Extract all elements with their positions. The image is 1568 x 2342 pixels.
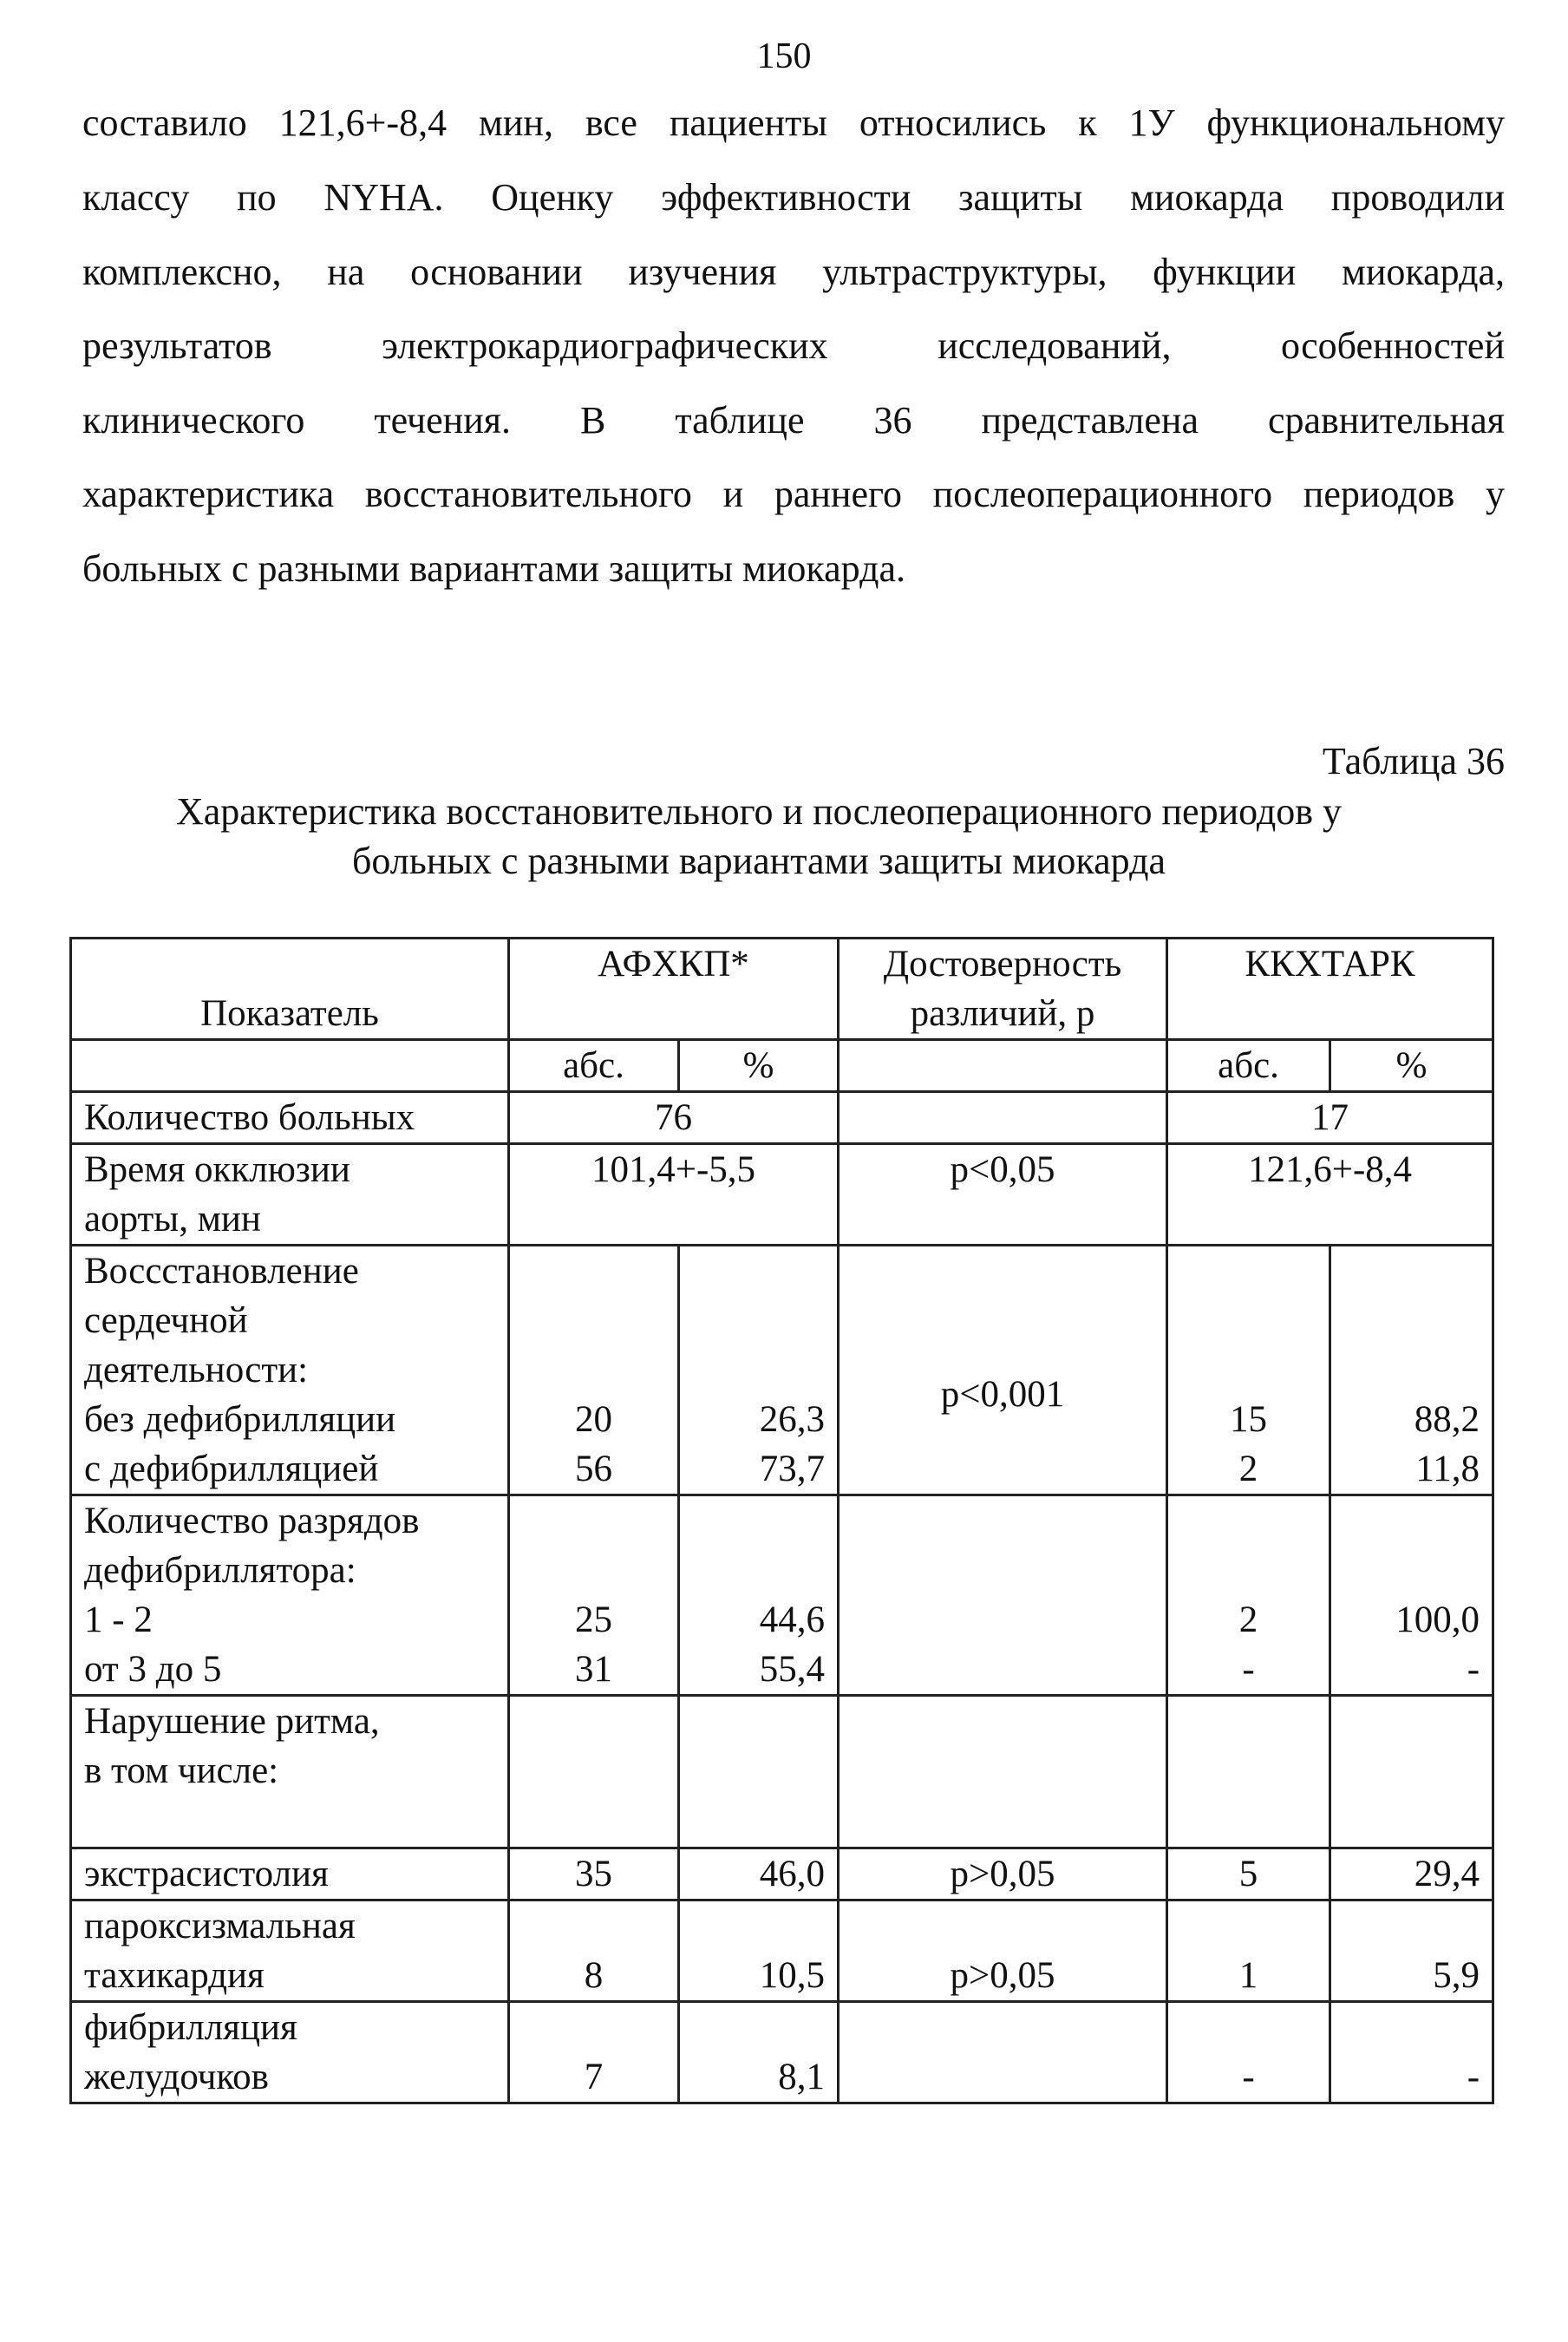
cell-group2-abs: 15 2	[1167, 1246, 1330, 1495]
table-row-patients	[71, 1092, 1493, 1144]
header-group2: ККХТАРК	[1167, 939, 1493, 1040]
table-header-row	[71, 939, 1493, 1040]
paragraph-line: больных с разными вариантами защиты миокарда.	[82, 547, 906, 590]
table-title-line: Характеристика восстановительного и послеоперационного периодов у	[175, 790, 1343, 833]
paragraph-line: характеристика восстановительного и раннего послеоперационного периодов у	[82, 473, 1505, 515]
table-cell-empty	[509, 1696, 679, 1848]
cell-group2-abs: 2 -	[1167, 1495, 1330, 1696]
cell-group2-pct: 5,9	[1330, 1900, 1493, 2002]
row-label: Количество больных	[71, 1092, 509, 1144]
cell-group1-abs: 7	[509, 2002, 679, 2103]
subheader-abs: абс.	[509, 1040, 679, 1092]
paragraph-line: результатов электрокардиографических исследований, особенностей	[82, 324, 1505, 367]
cell-group2: 17	[1167, 1092, 1493, 1144]
cell-group2-abs: 1	[1167, 1900, 1330, 2002]
row-label: экстрасистолия	[71, 1848, 509, 1900]
cell-group2-pct: -	[1330, 2002, 1493, 2103]
cell-significance	[839, 2002, 1167, 2103]
cell-significance	[839, 1495, 1167, 1696]
table-subheader-row	[71, 1040, 1493, 1092]
cell-group1-abs: 20 56	[509, 1246, 679, 1495]
header-group1: АФХКП*	[509, 939, 839, 1040]
cell-group2-abs: 5	[1167, 1848, 1330, 1900]
table-row-restoration	[71, 1246, 1493, 1495]
row-label: Количество разрядов дефибриллятора: 1 - 2 от 3 до 5	[71, 1495, 509, 1696]
table-number: Таблица 36	[1322, 740, 1505, 782]
table-cell-empty	[839, 1040, 1167, 1092]
cell-group1-pct: 26,3 73,7	[679, 1246, 839, 1495]
cell-group1-abs: 8	[509, 1900, 679, 2002]
subheader-pct: %	[679, 1040, 839, 1092]
paragraph-line: составило 121,6+-8,4 мин, все пациенты относились к 1У функциональному	[82, 101, 1505, 144]
table-row-fibrillation	[71, 2002, 1493, 2103]
row-label: Нарушение ритма, в том числе:	[71, 1696, 509, 1848]
cell-group2-abs: -	[1167, 2002, 1330, 2103]
data-table	[69, 937, 1494, 2104]
table-title-line: больных с разными вариантами защиты миокарда	[351, 840, 1166, 882]
cell-group1-pct: 10,5	[679, 1900, 839, 2002]
row-label: Воссстановление сердечной деятельности: без дефибрилляции с дефибрилляцией	[71, 1246, 509, 1495]
table-cell-empty	[679, 1696, 839, 1848]
paragraph-line: классу по NYHA. Оценку эффективности защиты миокарда проводили	[82, 176, 1505, 219]
table-cell-empty	[1330, 1696, 1493, 1848]
cell-group1: 76	[509, 1092, 839, 1144]
cell-group1-pct: 8,1	[679, 2002, 839, 2103]
table-cell-empty	[71, 1040, 509, 1092]
cell-group2-pct: 88,2 11,8	[1330, 1246, 1493, 1495]
table-row-extrasystole	[71, 1848, 1493, 1900]
table-cell-empty	[839, 1696, 1167, 1848]
table-row-rhythm	[71, 1696, 1493, 1848]
cell-group2: 121,6+-8,4	[1167, 1144, 1493, 1246]
cell-group1-abs: 35	[509, 1848, 679, 1900]
header-indicator: Показатель	[71, 939, 509, 1040]
cell-significance: р>0,05	[839, 1900, 1167, 2002]
header-significance: Достоверность различий, р	[839, 939, 1167, 1040]
subheader-pct: %	[1330, 1040, 1493, 1092]
cell-group2-pct: 100,0 -	[1330, 1495, 1493, 1696]
table-row-discharges	[71, 1495, 1493, 1696]
cell-significance: р>0,05	[839, 1848, 1167, 1900]
table-row-tachycardia	[71, 1900, 1493, 2002]
subheader-abs: абс.	[1167, 1040, 1330, 1092]
row-label: пароксизмальная тахикардия	[71, 1900, 509, 2002]
cell-significance: р<0,001	[839, 1246, 1167, 1495]
cell-group1-pct: 46,0	[679, 1848, 839, 1900]
cell-significance: р<0,05	[839, 1144, 1167, 1246]
row-label: Время окклюзии аорты, мин	[71, 1144, 509, 1246]
page-number: 150	[756, 36, 812, 76]
table-row-occlusion	[71, 1144, 1493, 1246]
cell-significance	[839, 1092, 1167, 1144]
cell-group1: 101,4+-5,5	[509, 1144, 839, 1246]
paragraph-line: комплексно, на основании изучения ультраструктуры, функции миокарда,	[82, 251, 1505, 293]
row-label: фибрилляция желудочков	[71, 2002, 509, 2103]
table-cell-empty	[1167, 1696, 1330, 1848]
cell-group2-pct: 29,4	[1330, 1848, 1493, 1900]
cell-group1-abs: 25 31	[509, 1495, 679, 1696]
cell-group1-pct: 44,6 55,4	[679, 1495, 839, 1696]
paragraph-line: клинического течения. В таблице 36 представлена сравнительная	[82, 399, 1505, 442]
